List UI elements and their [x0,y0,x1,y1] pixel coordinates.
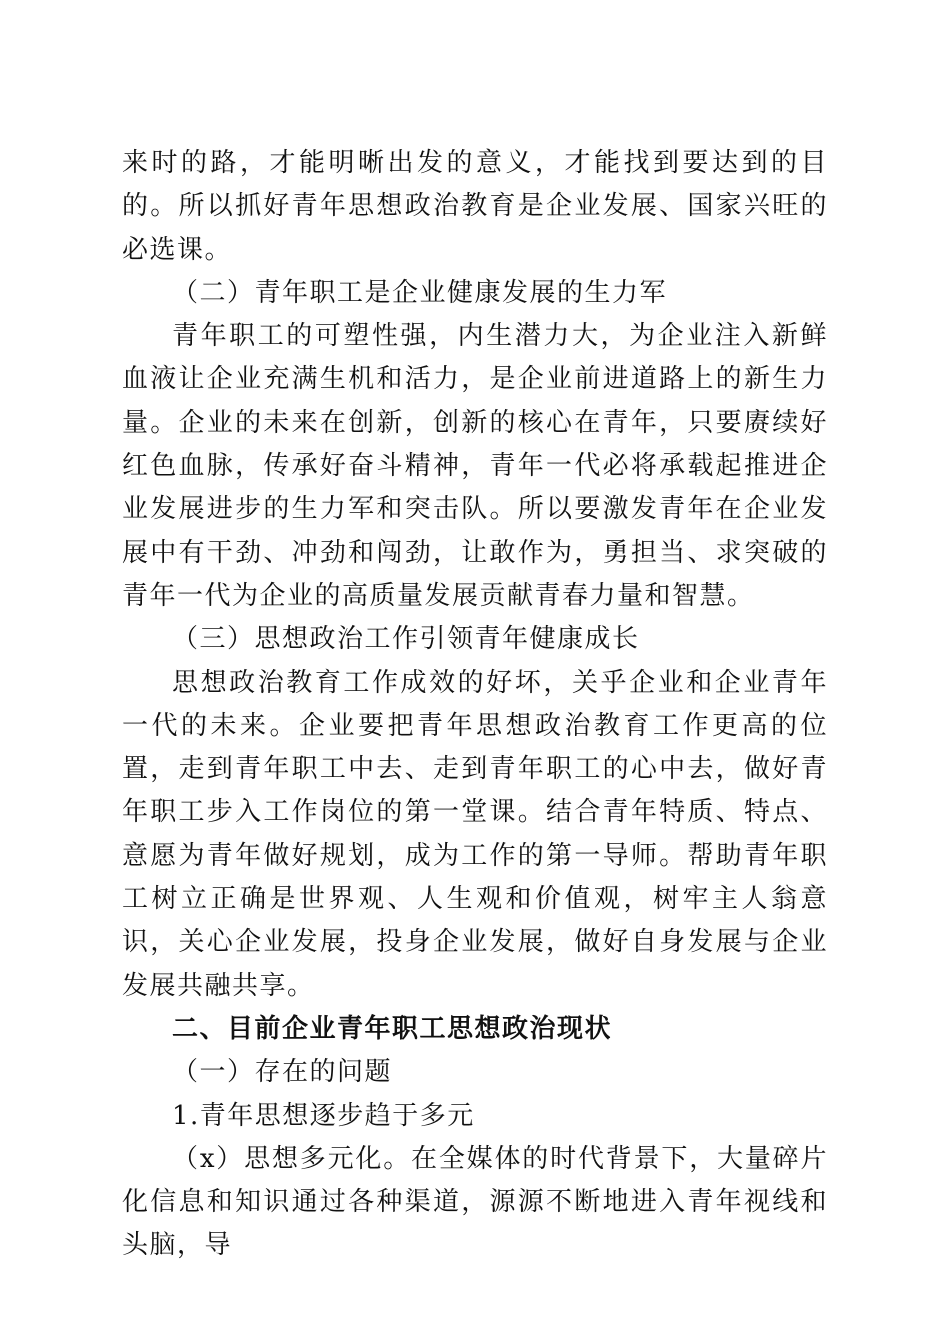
list-item-diversified-thinking: 1.青年思想逐步趋于多元 [172,1100,475,1131]
paragraph-diversification: （x）思想多元化。在全媒体的时代背景下，大量碎片化信息和知识通过各种渠道，源源不断地进入青年视线和头脑，导 [122,1143,828,1261]
paragraph-youth-workers: 青年职工的可塑性强，内生潜力大，为企业注入新鲜血液让企业充满生机和活力，是企业前进道路上的新生力量。企业的未来在创新，创新的核心在青年，只要赓续好红色血脉，传承好奋斗精神，青年一代必将承载起推进企业发展进步的生力军和突击队。所以要激发青年在企业发展中有干劲、冲劲和闯劲，让敢作为，勇担当、求突破的青年一代为企业的高质量发展贡献青春力量和智慧。 [122,321,828,611]
sub-heading-existing-problems: （一）存在的问题 [172,1057,393,1088]
heading-ideological-work-guides-youth: （三）思想政治工作引领青年健康成长 [172,624,640,655]
paragraph-ideological-work: 思想政治教育工作成效的好坏，关乎企业和企业青年一代的未来。企业要把青年思想政治教育工作更高的位置，走到青年职工中去、走到青年职工的心中去，做好青年职工步入工作岗位的第一堂课。结合青年特质、特点、意愿为青年做好规划，成为工作的第一导师。帮助青年职工树立正确是世界观、人生观和价值观，树牢主人翁意识，关心企业发展，投身企业发展，做好自身发展与企业发展共融共享。 [122,667,828,1001]
paragraph-continuation: 来时的路，才能明晰出发的意义，才能找到要达到的目的。所以抓好青年思想政治教育是企业发展、国家兴旺的必选课。 [122,148,828,265]
section-heading-current-status: 二、目前企业青年职工思想政治现状 [172,1013,613,1044]
document-body [122,142,828,1268]
heading-youth-workers-vital-force: （二）青年职工是企业健康发展的生力军 [172,277,668,308]
